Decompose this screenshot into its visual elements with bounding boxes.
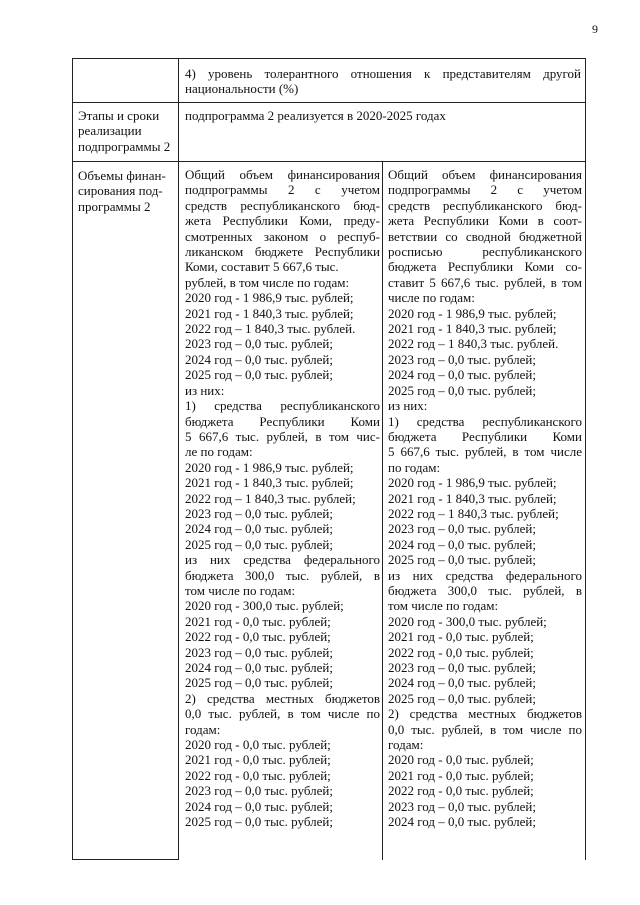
funding-line: 0,0 тыс. рублей, в том числе по [388, 721, 582, 737]
funding-line: 2022 год - 0,0 тыс. рублей; [388, 644, 534, 660]
funding-line: бюджета Республики Коми [388, 428, 582, 444]
funding-line: средств республиканского бюд- [185, 197, 380, 213]
funding-line: 2025 год – 0,0 тыс. рублей; [388, 382, 536, 398]
funding-line: 2022 год – 1 840,3 тыс. рублей; [185, 490, 356, 506]
stages-text: подпрограмма 2 реализуется в 2020-2025 годах [185, 108, 446, 123]
funding-line: росписью республиканского [388, 244, 582, 260]
row-label: Этапы и сроки реализации подпрограммы 2 [78, 108, 171, 154]
funding-label: Объемы финан- сирования под- программы 2 [78, 168, 166, 214]
funding-line: 2022 год - 0,0 тыс. рублей; [185, 767, 331, 783]
funding-line: подпрограммы 2 с учетом [185, 182, 380, 198]
funding-line: 0,0 тыс. рублей, в том числе по [185, 706, 380, 722]
funding-line: ветствии со сводной бюджетной [388, 228, 582, 244]
funding-line: из них: [185, 382, 225, 398]
funding-line: из них средства федерального [185, 552, 380, 568]
funding-line: 2021 год - 1 840,3 тыс. рублей; [388, 490, 557, 506]
funding-line: жета Республики Коми в соот- [388, 213, 582, 229]
funding-line: средств республиканского бюд- [388, 197, 582, 213]
funding-line: бюджета 300,0 тыс. рублей, в [185, 567, 380, 583]
funding-line: 2021 год - 0,0 тыс. рублей; [185, 752, 331, 768]
table-inner-divider [382, 161, 383, 860]
funding-line: подпрограммы 2 с учетом [388, 182, 582, 198]
funding-line: 2020 год - 0,0 тыс. рублей; [185, 737, 331, 753]
funding-line: 2023 год – 0,0 тыс. рублей; [185, 336, 333, 352]
funding-line: 2021 год - 0,0 тыс. рублей; [388, 767, 534, 783]
funding-line: 2025 год – 0,0 тыс. рублей; [185, 536, 333, 552]
funding-line: 2024 год – 0,0 тыс. рублей; [185, 660, 333, 675]
funding-line: по годам: [388, 459, 441, 475]
funding-line: 1) средства республиканского [185, 398, 380, 414]
page-number: 9 [592, 22, 598, 36]
funding-line: числе по годам: [388, 290, 475, 306]
funding-line: ликанском бюджете Республики [185, 244, 380, 260]
funding-line: 2) средства местных бюджетов [388, 706, 582, 722]
funding-line: 2024 год – 0,0 тыс. рублей; [388, 367, 536, 383]
funding-line: 2023 год – 0,0 тыс. рублей; [185, 783, 333, 799]
funding-line: 5 667,6 тыс. рублей, в том чис- [185, 428, 380, 444]
funding-right-column [388, 167, 582, 829]
funding-line: 2023 год – 0,0 тыс. рублей; [388, 798, 536, 814]
funding-line: 5 667,6 тыс. рублей, в том числе [388, 444, 582, 460]
funding-line: 2023 год – 0,0 тыс. рублей; [185, 644, 333, 660]
funding-line: 2020 год - 1 986,9 тыс. рублей; [185, 290, 354, 306]
funding-line: 2020 год - 1 986,9 тыс. рублей; [388, 305, 557, 321]
funding-line: 2021 год - 1 840,3 тыс. рублей; [388, 321, 557, 337]
funding-line: 2022 год – 1 840,3 тыс. рублей; [388, 505, 559, 521]
table-border-top [72, 58, 586, 59]
funding-line: 2025 год – 0,0 тыс. рублей; [388, 552, 536, 568]
funding-line: бюджета 300,0 тыс. рублей, в [388, 582, 582, 598]
funding-line: Общий объем финансирования [185, 167, 380, 182]
funding-line: 2022 год - 0,0 тыс. рублей; [388, 783, 534, 799]
funding-line: 2021 год - 0,0 тыс. рублей; [185, 613, 331, 629]
funding-line: Коми, составит 5 667,6 тыс. [185, 259, 339, 275]
table-border-right [585, 58, 586, 860]
funding-line: жета Республики Коми, преду- [185, 213, 380, 229]
funding-line: 2024 год – 0,0 тыс. рублей; [388, 536, 536, 552]
funding-line: том числе по годам: [185, 582, 296, 598]
funding-line: 2024 год – 0,0 тыс. рублей; [388, 675, 536, 691]
funding-line: 2020 год - 300,0 тыс. рублей; [185, 598, 344, 614]
indicator-text: 4) уровень толерантного отношения к представителям другой национальности (%) [185, 66, 581, 97]
funding-line: 2022 год – 1 840,3 тыс. рублей. [388, 336, 559, 352]
funding-line: бюджета Республики Коми со- [388, 259, 582, 275]
funding-line: 2024 год – 0,0 тыс. рублей; [185, 351, 333, 367]
funding-line: 2022 год - 0,0 тыс. рублей; [185, 629, 331, 645]
funding-line: 2023 год – 0,0 тыс. рублей; [388, 660, 536, 675]
funding-line: том числе по годам: [388, 598, 499, 614]
funding-line: ле по годам: [185, 444, 253, 460]
table-row-divider [72, 102, 586, 103]
funding-line: 2020 год - 1 986,9 тыс. рублей; [185, 459, 354, 475]
table-border-left [72, 58, 73, 860]
funding-line: 2023 год – 0,0 тыс. рублей; [388, 521, 536, 537]
funding-line: 2020 год - 300,0 тыс. рублей; [388, 613, 547, 629]
funding-line: 2) средства местных бюджетов [185, 690, 380, 706]
funding-line: ставит 5 667,6 тыс. рублей, в том [388, 274, 582, 290]
funding-line: 2025 год – 0,0 тыс. рублей; [185, 675, 333, 691]
funding-line: 1) средства республиканского [388, 413, 582, 429]
funding-line: 2022 год – 1 840,3 тыс. рублей. [185, 321, 356, 337]
funding-line: 2020 год - 0,0 тыс. рублей; [388, 752, 534, 768]
funding-line: Общий объем финансирования [388, 167, 582, 182]
funding-line: из них: [388, 398, 428, 414]
funding-line: 2025 год – 0,0 тыс. рублей; [388, 690, 536, 706]
table-row-divider [72, 161, 586, 162]
funding-line: 2025 год – 0,0 тыс. рублей; [185, 367, 333, 383]
funding-left-column [185, 167, 380, 829]
funding-line: бюджета Республики Коми [185, 413, 380, 429]
funding-line: 2021 год - 0,0 тыс. рублей; [388, 629, 534, 645]
funding-line: 2024 год – 0,0 тыс. рублей; [185, 521, 333, 537]
table-column-divider [178, 58, 179, 860]
funding-line: 2021 год - 1 840,3 тыс. рублей; [185, 475, 354, 491]
table-bottom-segment [72, 859, 179, 860]
funding-line: 2025 год – 0,0 тыс. рублей; [185, 814, 333, 830]
funding-line: рублей, в том числе по годам: [185, 274, 350, 290]
funding-line: годам: [388, 737, 424, 753]
funding-line: смотренных законом о респуб- [185, 228, 380, 244]
funding-line: 2021 год - 1 840,3 тыс. рублей; [185, 305, 354, 321]
funding-line: из них средства федерального [388, 567, 582, 583]
funding-line: 2024 год – 0,0 тыс. рублей; [388, 814, 536, 830]
funding-line: 2023 год – 0,0 тыс. рублей; [388, 351, 536, 367]
funding-line: 2023 год – 0,0 тыс. рублей; [185, 505, 333, 521]
funding-line: годам: [185, 721, 221, 737]
funding-line: 2024 год – 0,0 тыс. рублей; [185, 798, 333, 814]
funding-line: 2020 год - 1 986,9 тыс. рублей; [388, 475, 557, 491]
